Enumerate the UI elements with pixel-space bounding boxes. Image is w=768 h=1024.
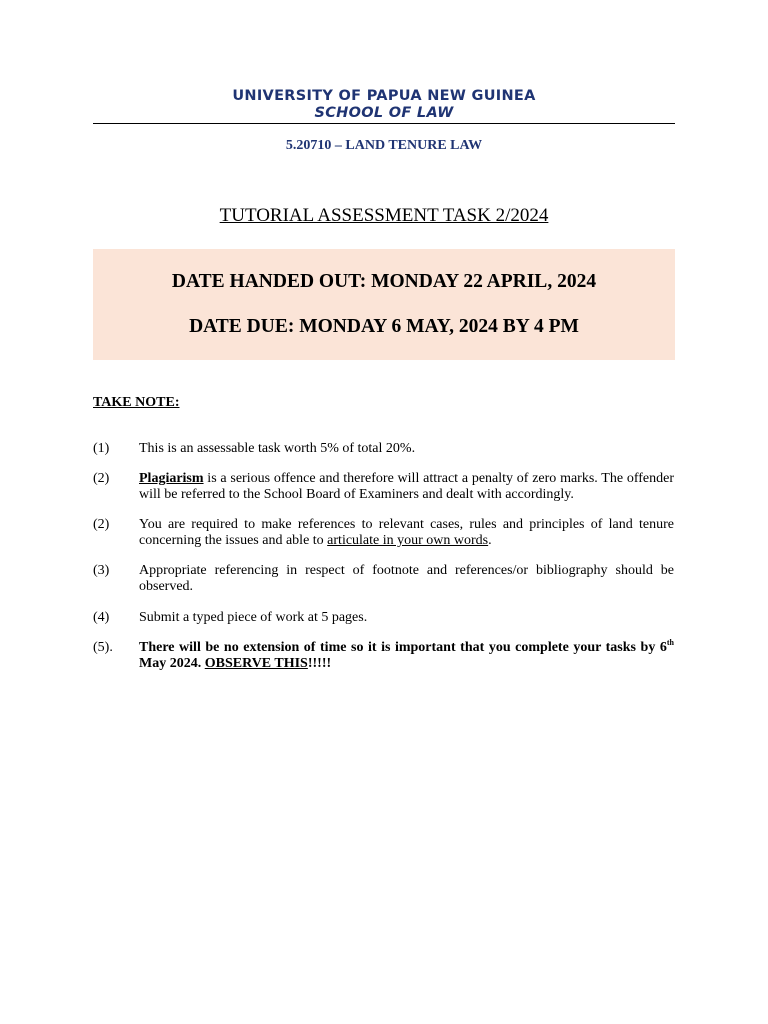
note-number: (2) xyxy=(93,471,110,486)
underlined-phrase: articulate in your own words xyxy=(327,533,489,548)
note-number: (1) xyxy=(93,441,110,456)
header-rule xyxy=(93,123,675,124)
task-title: TUTORIAL ASSESSMENT TASK 2/2024 xyxy=(219,205,549,226)
dates-box xyxy=(93,249,675,360)
note-text: Appropriate referencing in respect of footnote and references/or bibliography should be observed. xyxy=(139,563,674,594)
note-text-body: is a serious offence and therefore will attract a penalty of zero marks. The offender will be referred to the School Board of Examiners and dealt with accordingly. xyxy=(139,471,674,502)
note-text xyxy=(139,517,674,549)
university-name: UNIVERSITY OF PAPUA NEW GUINEA xyxy=(232,88,536,104)
date-handed-out: DATE HANDED OUT: MONDAY 22 APRIL, 2024 xyxy=(171,271,597,292)
note-text xyxy=(139,471,674,503)
note-text-tail: . xyxy=(488,533,492,548)
note-text: Submit a typed piece of work at 5 pages. xyxy=(139,610,368,625)
course-title: 5.20710 – LAND TENURE LAW xyxy=(285,138,483,153)
note-number: (4) xyxy=(93,610,110,625)
ordinal-suffix: th xyxy=(666,638,674,647)
date-due: DATE DUE: MONDAY 6 MAY, 2024 BY 4 PM xyxy=(189,316,579,337)
note-text: This is an assessable task worth 5% of total 20%. xyxy=(139,441,416,456)
school-name: SCHOOL OF LAW xyxy=(314,105,454,121)
observe-this: OBSERVE THIS xyxy=(204,656,308,671)
plagiarism-term: Plagiarism xyxy=(139,471,204,486)
note-text-body: You are required to make references to relevant cases, rules and principles of land tenure concerning the issues and able to xyxy=(139,517,674,548)
note-number: (2) xyxy=(93,517,110,532)
note-text-body: There will be no extension of time so it is important that you complete your tasks by 6 xyxy=(139,640,667,655)
note-text-body-2: May 2024. xyxy=(139,656,205,671)
note-number: (3) xyxy=(93,563,110,578)
note-text xyxy=(139,640,674,672)
note-text-tail: !!!!! xyxy=(307,656,332,671)
note-number: (5). xyxy=(93,640,113,655)
take-note-heading: TAKE NOTE: xyxy=(93,395,180,410)
